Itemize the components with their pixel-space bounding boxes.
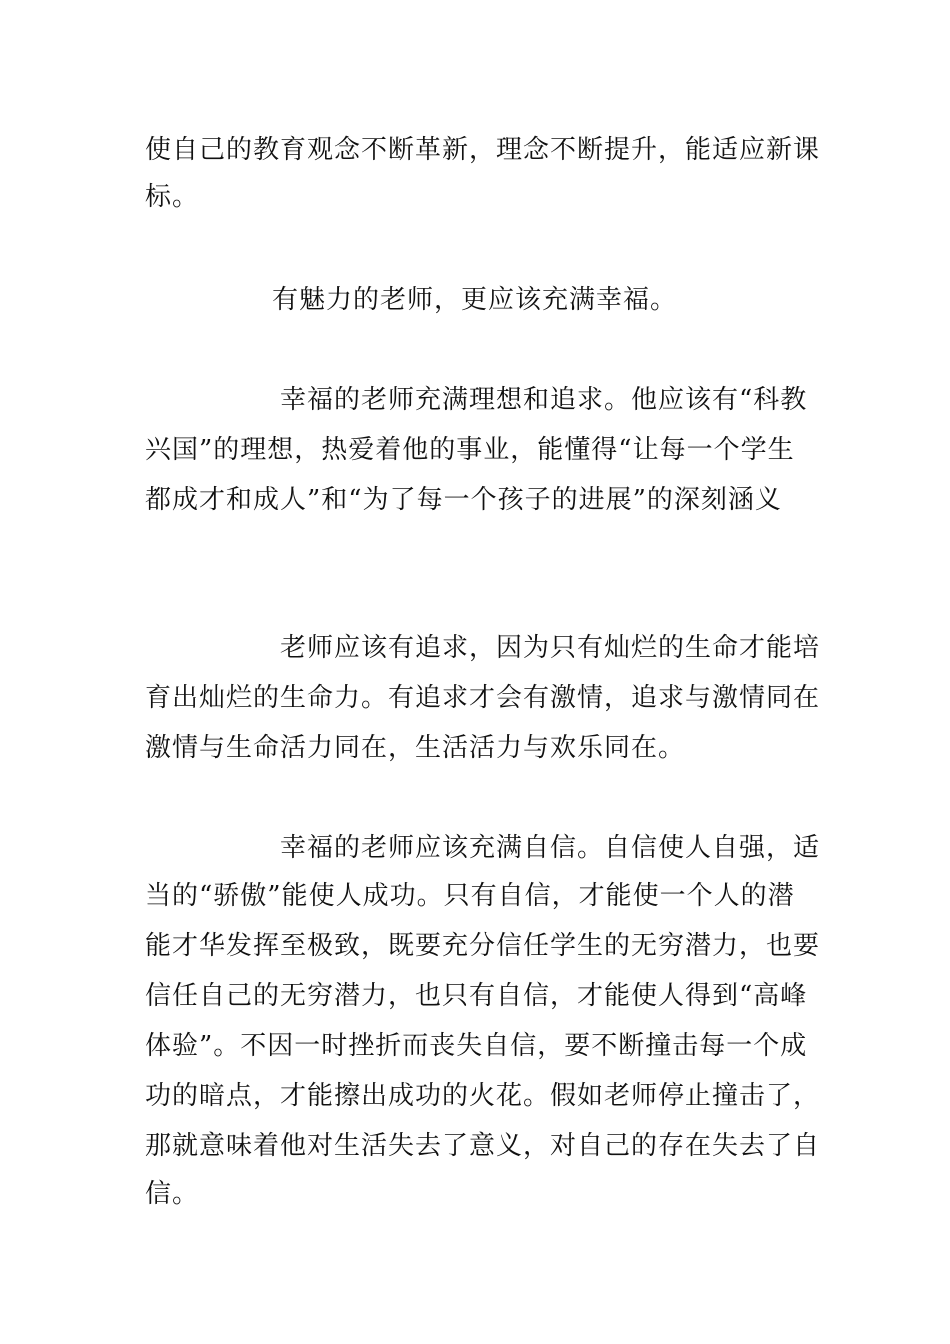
text-line: 都成才和成人”和“为了每一个孩子的进展”的深刻涵义 xyxy=(145,485,782,515)
text-line: 信任自己的无穷潜力，也只有自信，才能使人得到“高峰 xyxy=(145,981,808,1011)
text-line: 育出灿烂的生命力。有追求才会有激情，追求与激情同在 xyxy=(145,683,821,713)
text-line: 能才华发挥至极致，既要充分信任学生的无穷潜力，也要 xyxy=(145,931,821,961)
text-line: 有魅力的老师，更应该充满幸福。 xyxy=(272,285,678,315)
text-line: 体验”。不因一时挫折而丧失自信，要不断撞击每一个成 xyxy=(145,1031,808,1061)
text-line: 激情与生命活力同在，生活活力与欢乐同在。 xyxy=(145,733,686,763)
text-line: 幸福的老师应该充满自信。自信使人自强，适 xyxy=(280,833,821,863)
text-line: 标。 xyxy=(145,182,200,212)
text-line: 信。 xyxy=(145,1179,200,1209)
text-line: 兴国”的理想，热爱着他的事业，能懂得“让每一个学生 xyxy=(145,435,795,465)
text-line: 功的暗点，才能擦出成功的火花。假如老师停止撞击了， xyxy=(145,1081,821,1111)
text-line: 老师应该有追求，因为只有灿烂的生命才能培 xyxy=(280,633,821,663)
text-line: 使自己的教育观念不断革新，理念不断提升，能适应新课 xyxy=(145,135,821,165)
text-line: 当的“骄傲”能使人成功。只有自信，才能使一个人的潜 xyxy=(145,881,795,911)
text-line: 幸福的老师充满理想和追求。他应该有“科教 xyxy=(280,385,808,415)
text-line: 那就意味着他对生活失去了意义，对自己的存在失去了自 xyxy=(145,1131,821,1161)
